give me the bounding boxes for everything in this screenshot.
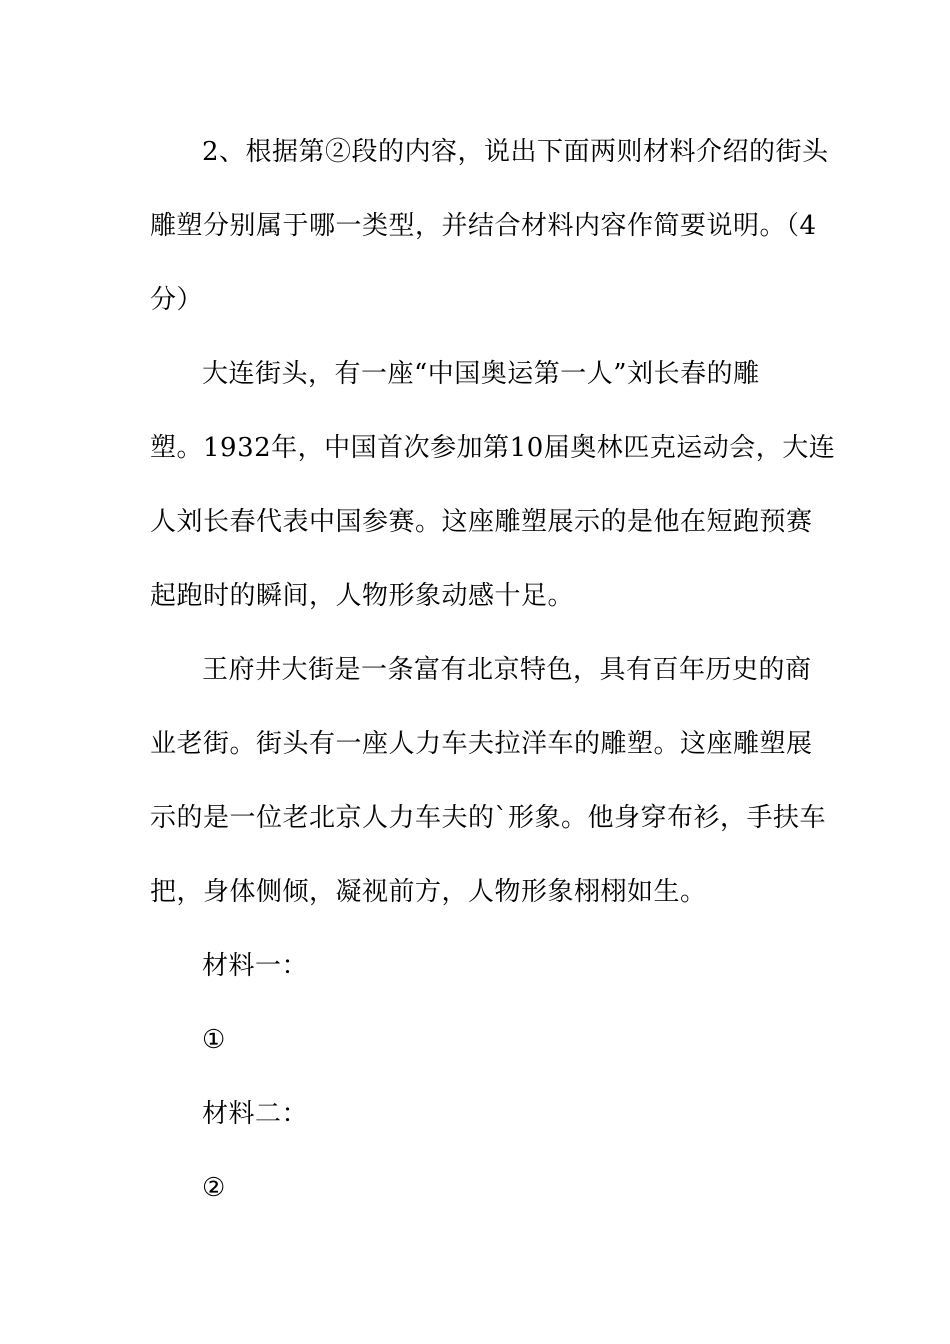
material-two-line-2: 业老街。街头有一座人力车夫拉洋车的雕塑。这座雕塑展	[150, 729, 813, 759]
answer-label-one: 材料一：	[202, 951, 309, 981]
material-one-line-4: 起跑时的瞬间，人物形象动感十足。	[150, 581, 575, 611]
answer-blank-two: ②	[202, 1173, 226, 1203]
material-one-line-1: 大连街头，有一座“中国奥运第一人”刘长春的雕	[202, 359, 760, 389]
answer-label-two: 材料二：	[202, 1099, 309, 1129]
question-line-3: 分）	[150, 285, 204, 315]
material-one-line-3: 人刘长春代表中国参赛。这座雕塑展示的是他在短跑预赛	[150, 507, 813, 537]
material-one-line-2: 塑。1932年，中国首次参加第10届奥林匹克运动会，大连	[150, 433, 836, 463]
question-line-1: 2、根据第②段的内容，说出下面两则材料介绍的街头	[202, 137, 829, 167]
answer-blank-one: ①	[202, 1025, 226, 1055]
material-two-line-4: 把，身体侧倾，凝视前方，人物形象栩栩如生。	[150, 877, 707, 907]
material-two-line-3: 示的是一位老北京人力车夫的`形象。他身穿布衫，手扶车	[150, 803, 827, 833]
question-line-2: 雕塑分别属于哪一类型，并结合材料内容作简要说明。（4	[150, 211, 817, 241]
material-two-line-1: 王府井大街是一条富有北京特色，具有百年历史的商	[202, 655, 812, 685]
